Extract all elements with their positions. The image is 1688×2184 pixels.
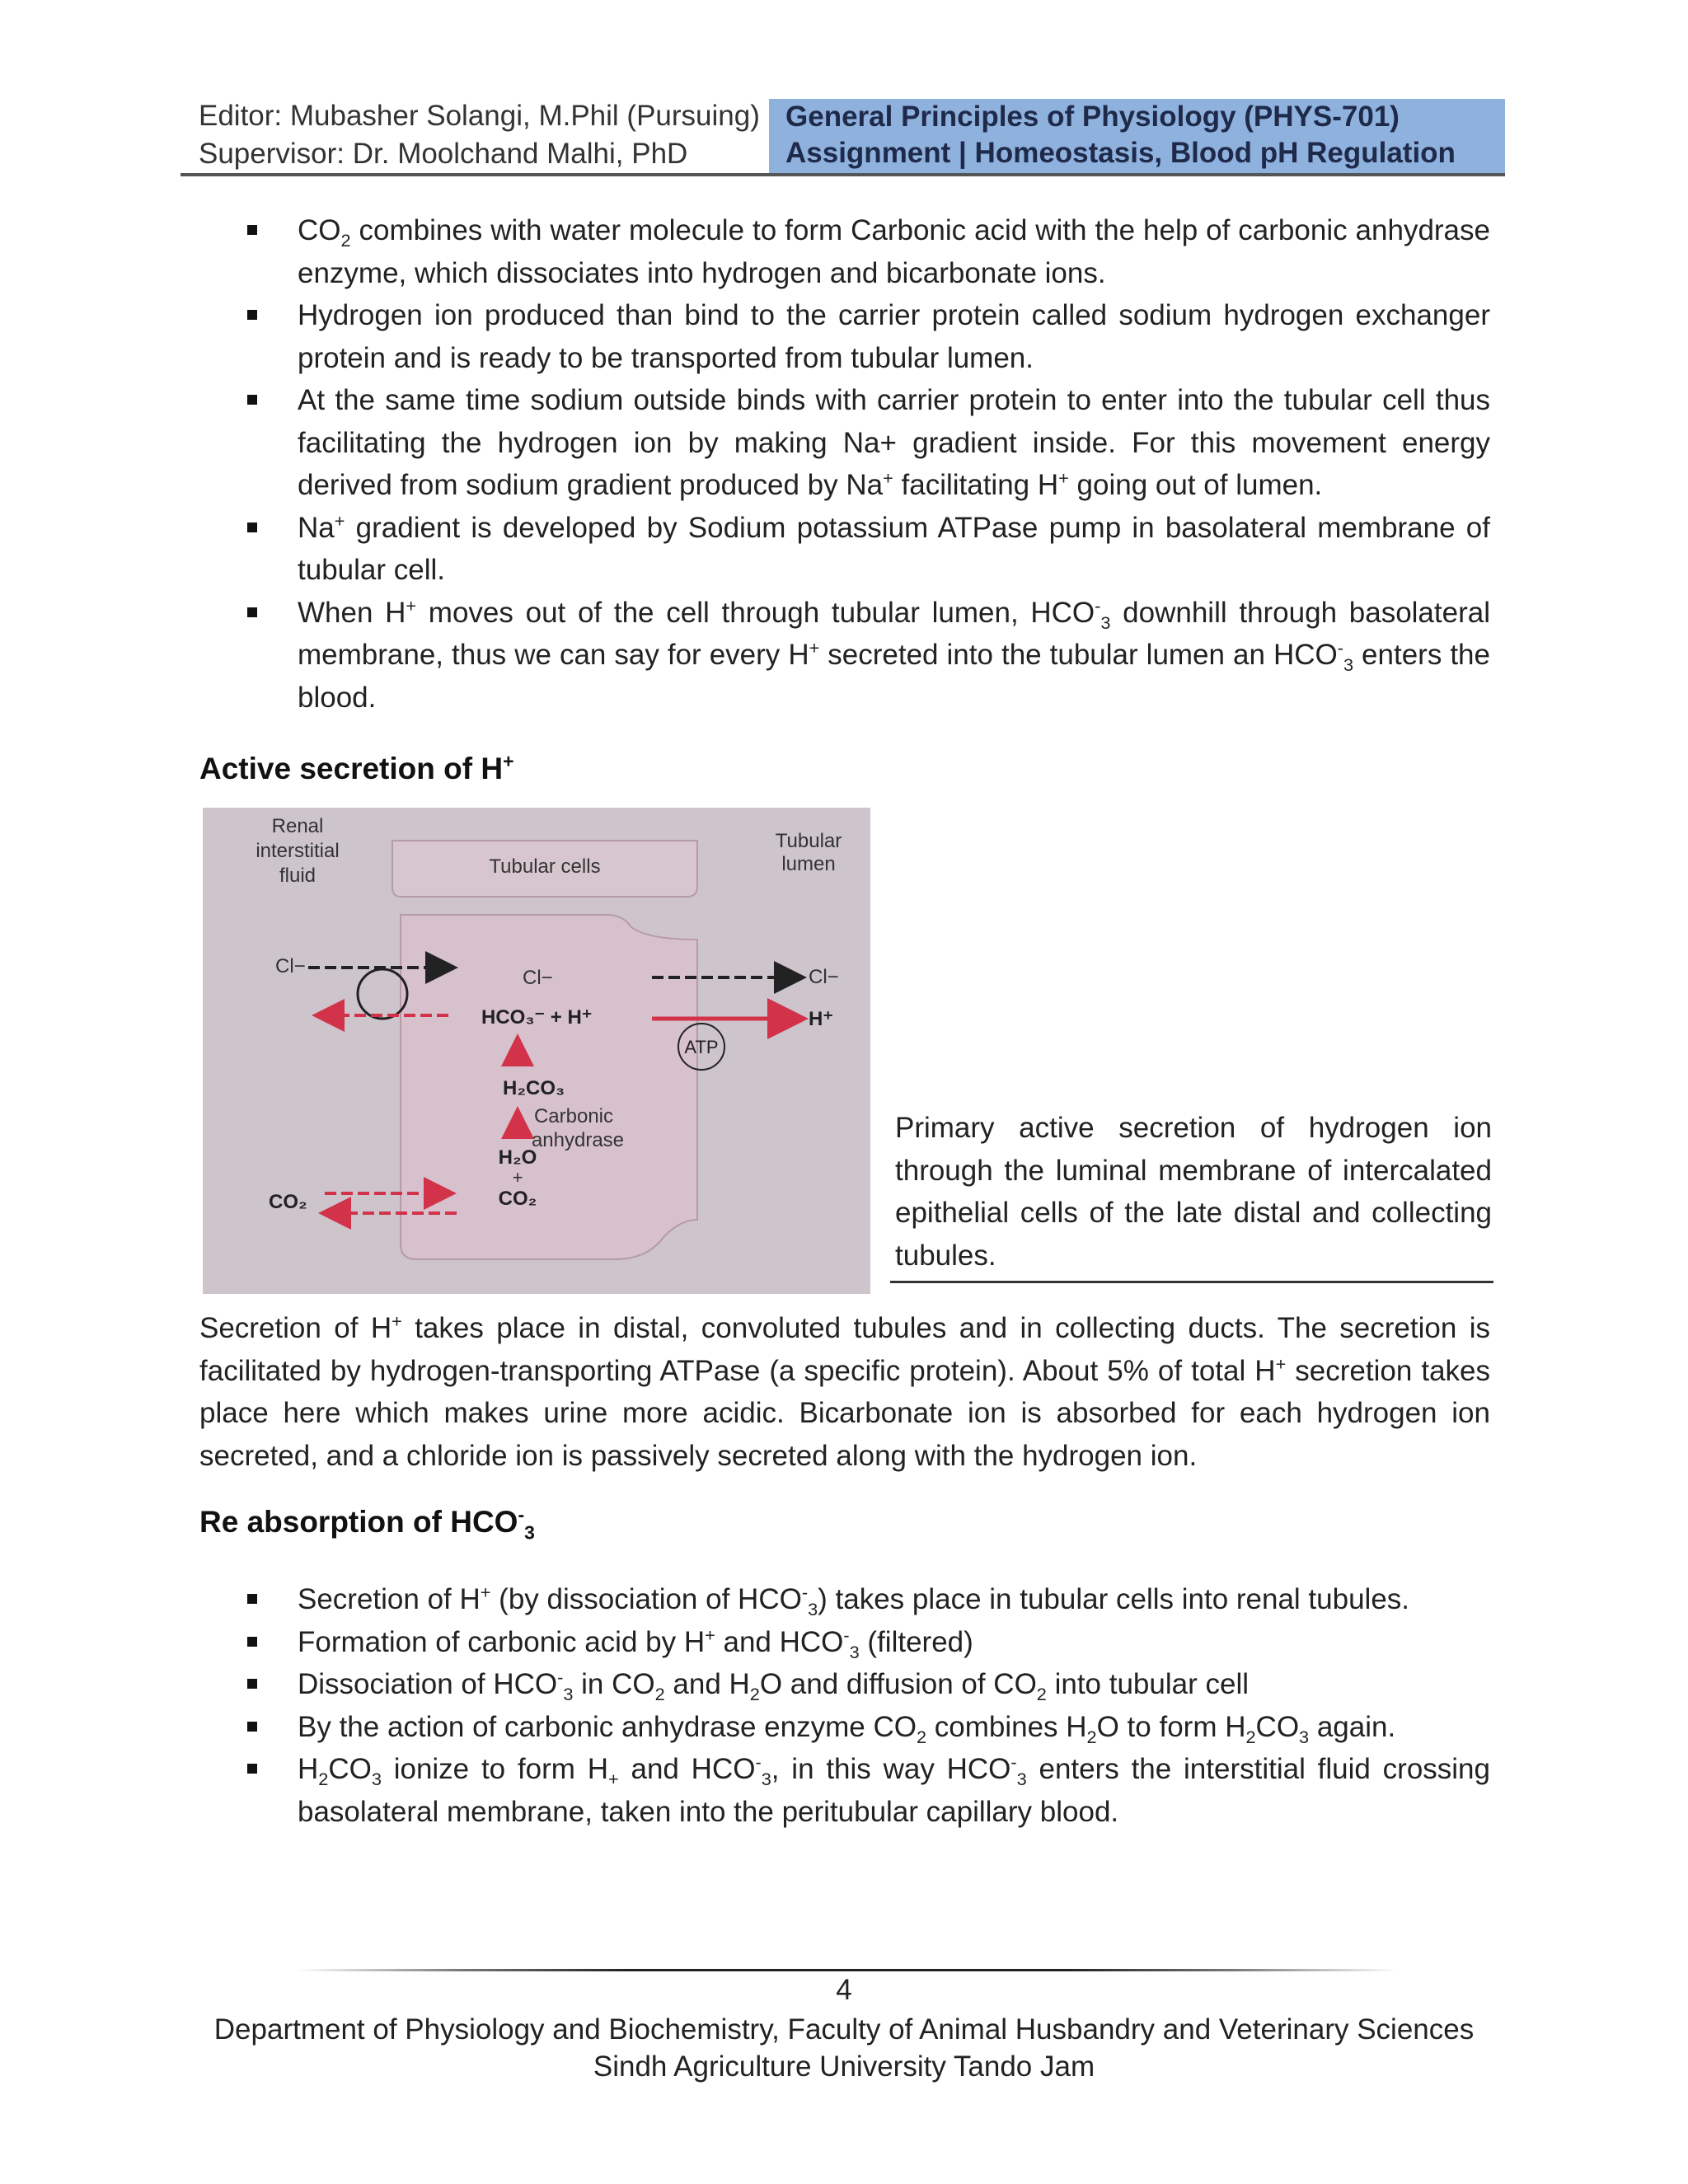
section-title-reabsorption: Re absorption of $HCO^-_3$ — [199, 1503, 535, 1544]
section-title-active-secretion: Active secretion of H+ — [199, 750, 514, 785]
list-item: By the action of carbonic anhydrase enzyme $CO_2$ combines $H_2O$ to form $H_2CO_3$ again. — [247, 1706, 1490, 1749]
list-item: Hydrogen ion produced than bind to the carrier protein called sodium hydrogen exchanger protein and is ready to be transported from tubular lumen. — [247, 294, 1490, 379]
header-course-box — [769, 99, 1505, 173]
tubular-lumen-label-2: lumen — [781, 853, 836, 875]
footer-department: Department of Physiology and Biochemistry, Faculty of Animal Husbandry and Veterinary Sciences — [213, 2013, 1475, 2046]
h2co3-label: H₂CO₃ — [503, 1077, 565, 1099]
tubular-cells-label: Tubular cells — [489, 855, 601, 878]
secretion-paragraph: Secretion of H+ takes place in distal, convoluted tubules and in collecting ducts. The secretion is facilitated by hydrogen-transporting ATPase (a specific protein). About 5% of total H+ secretion takes place here which makes urine more acidic. Bicarbonate ion is absorbed for each hydrogen ion secreted, and a chloride ion is passively secreted along with the hydrogen ion. — [199, 1310, 1491, 1472]
list-item: Dissociation of $HCO^-_3$ in $CO_2$ and $H_2O$ and diffusion of $CO_2$ into tubular cell — [247, 1663, 1490, 1706]
tubular-lumen-label-1: Tubular — [775, 830, 842, 852]
list-item: Formation of carbonic acid by H+ and $HCO^-_3$ (filtered) — [247, 1621, 1490, 1664]
list-item: At the same time sodium outside binds with carrier protein to enter into the tubular cell thus facilitating the hydrogen ion by making Na+ gradient inside. For this movement energy derived from sodium gradient produced by Na+ facilitating H+ going out of lumen. — [247, 379, 1490, 507]
diagram-figure — [203, 808, 870, 1294]
page-number: 4 — [836, 1974, 852, 2006]
bullet-marker — [247, 607, 257, 617]
plus-sign: + — [512, 1167, 523, 1188]
renal-label-3: fluid — [279, 865, 316, 887]
cl-left-label: Cl− — [275, 955, 306, 977]
bullet-marker — [247, 1637, 257, 1647]
editor-line: Editor: Mubasher Solangi, M.Phil (Pursuing) — [199, 100, 760, 132]
bullet-marker — [247, 225, 257, 235]
bullet-marker — [247, 1679, 257, 1689]
carbonic-label: Carbonic — [533, 1105, 614, 1127]
co2-left-label: CO₂ — [269, 1191, 307, 1213]
h-secretion-diagram — [203, 808, 870, 1294]
cl-right-label: Cl− — [809, 966, 839, 988]
supervisor-line: Supervisor: Dr. Moolchand Malhi, PhD — [199, 138, 688, 170]
atp-label: ATP — [684, 1037, 719, 1057]
footer-university: Sindh Agriculture University Tando Jam — [593, 2050, 1095, 2083]
bullet-marker — [247, 310, 257, 320]
bullet-marker — [247, 395, 257, 405]
hco3-h-label: HCO₃⁻ + H⁺ — [481, 1006, 593, 1029]
list-item: Secretion of H+ (by dissociation of $HCO^-_3$) takes place in tubular cells into renal tubules. — [247, 1578, 1490, 1621]
assignment-title: Assignment | Homeostasis, Blood pH Regulation — [785, 137, 1456, 169]
bullet-marker — [247, 1764, 257, 1774]
list-item: $H_2CO_3$ ionize to form $H_+$ and $HCO^-_3$, in this way $HCO^-_3$ enters the interstitial fluid crossing basolateral membrane, taken into the peritubular capillary blood. — [247, 1748, 1490, 1833]
bullet-marker — [247, 1594, 257, 1604]
figure-caption: Primary active secretion of hydrogen ion through the luminal membrane of intercalated epithelial cells of the late distal and collecting tubules. — [895, 1112, 1492, 1272]
bullet-list-bottom — [247, 1578, 1490, 1833]
list-item: When H+ moves out of the cell through tubular lumen, $HCO^-_3$ downhill through basolateral membrane, thus we can say for every H+ secreted into the tubular lumen an $HCO^-_3$ enters the blood. — [247, 592, 1490, 719]
bullet-marker — [247, 1722, 257, 1732]
h-right-label: H⁺ — [809, 1008, 833, 1030]
h2o-label: H₂O — [498, 1146, 537, 1169]
list-item: Na+ gradient is developed by Sodium potassium ATPase pump in basolateral membrane of tubular cell. — [247, 507, 1490, 592]
anhydrase-label: anhydrase — [531, 1129, 625, 1151]
course-title: General Principles of Physiology (PHYS-701) — [785, 101, 1400, 133]
header-credits — [199, 97, 776, 173]
caption-divider — [890, 1281, 1493, 1283]
renal-label-1: Renal — [271, 815, 324, 837]
bullet-list-top — [247, 209, 1490, 719]
renal-label-2: interstitial — [256, 840, 340, 862]
list-item: $CO_2$ combines with water molecule to form Carbonic acid with the help of carbonic anhydrase enzyme, which dissociates into hydrogen and bicarbonate ions. — [247, 209, 1490, 294]
cl-mid-label: Cl− — [523, 967, 553, 989]
bullet-marker — [247, 523, 257, 532]
co2-mid-label: CO₂ — [498, 1188, 537, 1210]
page-header — [181, 97, 1505, 176]
